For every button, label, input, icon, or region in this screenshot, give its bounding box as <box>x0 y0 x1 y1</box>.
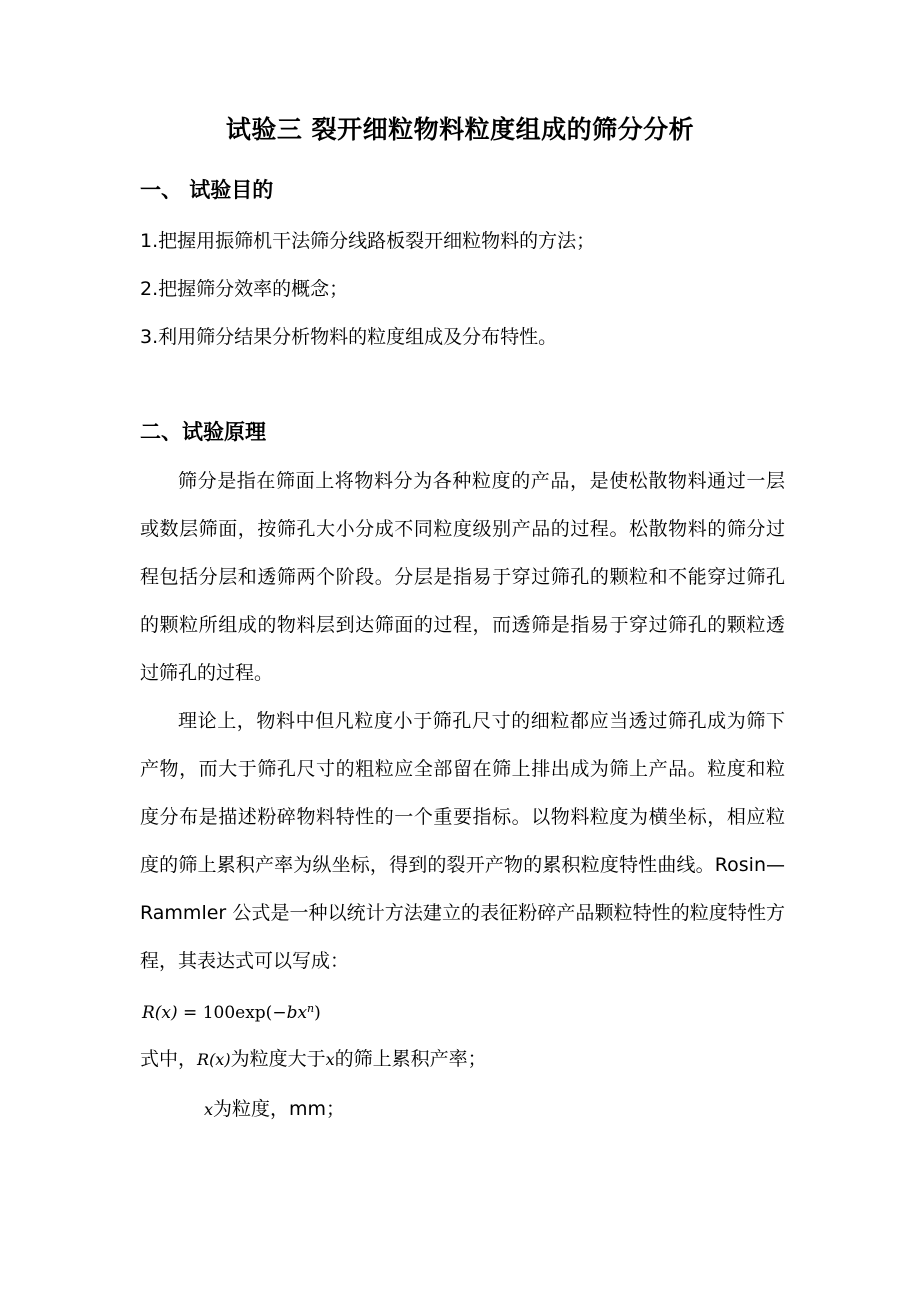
formula-close: ) <box>314 1003 321 1023</box>
purpose-item-3: 3.利用筛分结果分析物料的粒度组成及分布特性。 <box>140 326 558 348</box>
purpose-item-1: 1.把握用振筛机干法筛分线路板裂开细粒物料的方法； <box>140 230 596 252</box>
principle-paragraph-1: 筛分是指在筛面上将物料分为各种粒度的产品，是使松散物料通过一层或数层筛面，按筛孔大小分成不同粒度级别产品的过程。松散物料的筛分过程包括分层和透筛两个阶段。分层是指易于穿过筛孔的颗粒和不能穿过筛孔的颗粒所组成的物料层到达筛面的过程，而透筛是指易于穿过筛孔的颗粒透过筛孔的过程。 <box>140 470 785 684</box>
where-text-2: 的筛上累积产率； <box>334 1048 487 1070</box>
purpose-item-2: 2.把握筛分效率的概念； <box>140 278 349 300</box>
section-heading-principle: 二、试验原理 <box>140 420 266 444</box>
formula-lhs: R(x) <box>142 1003 178 1023</box>
section-heading-purpose: 一、 试验目的 <box>140 178 274 202</box>
document-title: 试验三 裂开细粒物料粒度组成的筛分分析 <box>225 115 695 144</box>
x-definition-text: 为粒度，mm； <box>213 1098 346 1120</box>
formula-exponent-base: −bx <box>272 1003 308 1023</box>
where-prefix: 式中， <box>140 1048 198 1070</box>
rosin-rammler-formula <box>142 994 321 1028</box>
x-definition-line <box>204 1094 345 1125</box>
formula-where-line <box>140 1044 487 1075</box>
formula-eq: = 100exp( <box>177 1003 273 1023</box>
x-symbol: x <box>204 1100 214 1119</box>
where-text-1: 为粒度大于 <box>230 1048 326 1070</box>
where-symbol-rx: R(x) <box>197 1050 231 1069</box>
formula-exponent-power: n <box>307 1002 315 1015</box>
principle-paragraph-2: 理论上，物料中但凡粒度小于筛孔尺寸的细粒都应当透过筛孔成为筛下产物，而大于筛孔尺寸的粗粒应全部留在筛上排出成为筛上产品。粒度和粒度分布是描述粉碎物料特性的一个重要指标。以物料粒度为横坐标，相应粒度的筛上累积产率为纵坐标，得到的裂开产物的累积粒度特性曲线。Rosin—Rammler 公式是一种以统计方法建立的表征粉碎产品颗粒特性的粒度特性方程，其表达式可以写成： <box>140 710 785 972</box>
where-var-x: x <box>325 1050 335 1069</box>
